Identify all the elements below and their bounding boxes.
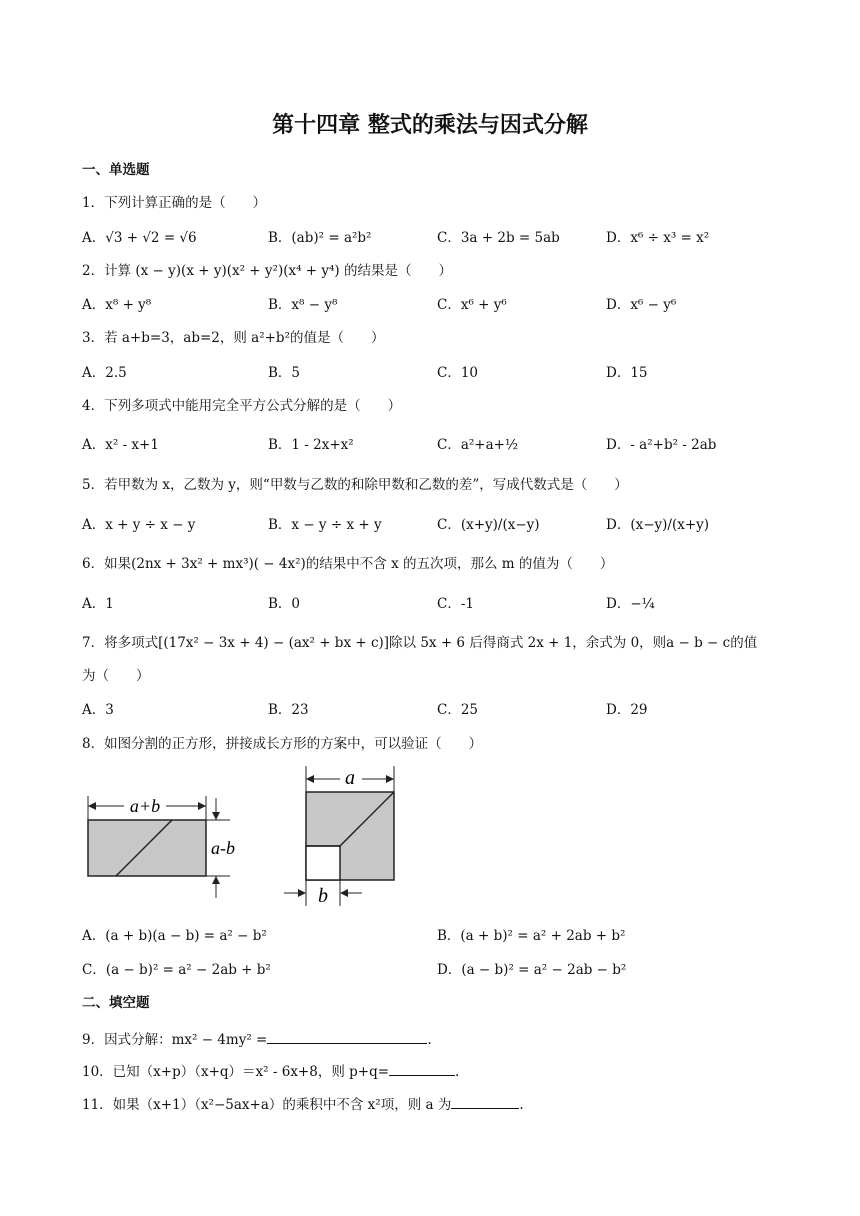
question-3-option-b: B．5 [268,365,301,381]
question-1-option-d: D．x⁶ ÷ x³ = x² [606,230,710,246]
question-2-option-c: C．x⁶ + y⁶ [437,297,507,313]
question-6-option-a: A．1 [82,596,114,612]
question-10-blank[interactable] [389,1061,455,1076]
left-top-label: a+b [129,796,161,816]
question-11-text: 11．如果（x+1）（x²−5ax+a）的乘积中不含 x²项，则 a 为 [82,1097,452,1113]
question-5-stem: 5．若甲数为 x，乙数为 y，则“甲数与乙数的和除甲数和乙数的差”，写成代数式是（ ） [82,477,628,493]
question-10 [82,1060,459,1080]
question-3-option-d: D．15 [606,365,648,381]
question-9-text: 9．因式分解：mx² − 4my² = [82,1032,268,1048]
question-7-option-b: B．23 [268,702,309,718]
small-square [306,846,340,880]
right-bottom-label: b [318,885,328,907]
left-rectangle [88,820,206,876]
question-2-option-a: A．x⁸ + y⁸ [82,297,152,313]
question-11-end: . [519,1097,524,1113]
question-8-option-b: B．(a + b)² = a² + 2ab + b² [437,928,626,944]
question-6-option-b: B．0 [268,596,301,612]
question-3-option-c: C．10 [437,365,479,381]
question-3-stem: 3．若 a+b=3，ab=2，则 a²+b²的值是（ ） [82,330,385,346]
left-side-label: a-b [211,838,235,858]
question-4-option-b: B．1 - 2x+x² [268,437,354,453]
question-9-blank[interactable] [267,1029,427,1044]
question-2-option-d: D．x⁶ − y⁶ [606,297,677,313]
question-4-stem: 4．下列多项式中能用完全平方公式分解的是（ ） [82,398,402,414]
question-7-option-d: D．29 [606,702,648,718]
question-11-blank[interactable] [451,1094,519,1109]
question-6-option-d: D．−¼ [606,596,655,612]
question-10-end: . [455,1064,460,1080]
question-1-stem: 1．下列计算正确的是（ ） [82,195,267,211]
question-8-option-c: C．(a − b)² = a² − 2ab + b² [82,962,271,978]
question-8-option-d: D．(a − b)² = a² − 2ab − b² [437,962,627,978]
question-10-text: 10．已知（x+p）（x+q）＝x² - 6x+8，则 p+q= [82,1064,390,1080]
question-6-option-c: C．-1 [437,596,474,612]
question-9-end: . [427,1032,432,1048]
question-8-figure [80,762,410,910]
right-top-label: a [345,767,355,789]
question-5-option-b: B．x − y ÷ x + y [268,517,382,533]
question-3-option-a: A．2.5 [82,365,127,381]
section-heading-single-choice: 一、单选题 [82,162,150,178]
question-5-option-c: C．(x+y)/(x−y) [437,517,540,533]
question-7-stem: 7．将多项式[(17x² − 3x + 4) − (ax² + bx + c)]除以 5x + 6 后得商式 2x + 1，余式为 0，则a − b − c的值 [82,635,758,651]
question-2-stem: 2．计算 (x − y)(x + y)(x² + y²)(x⁴ + y⁴) 的结果是（ ） [82,263,452,279]
page-title: 第十四章 整式的乘法与因式分解 [272,113,588,138]
question-4-option-c: C．a²+a+½ [437,437,519,453]
question-7-stem-continued: 为（ ） [82,668,150,684]
question-4-option-a: A．x² - x+1 [82,437,159,453]
question-5-option-d: D．(x−y)/(x+y) [606,517,710,533]
question-4-option-d: D．- a²+b² - 2ab [606,437,717,453]
question-2-option-b: B．x⁸ − y⁸ [268,297,338,313]
question-9 [82,1028,432,1048]
question-6-stem: 6．如果(2nx + 3x² + mx³)( − 4x²)的结果中不含 x 的五次项，那么 m 的值为（ ） [82,556,614,572]
question-8-stem: 8．如图分割的正方形，拼接成长方形的方案中，可以验证（ ） [82,736,483,752]
question-1-option-a: A．√3 + √2 = √6 [82,230,197,246]
question-1-option-b: B．(ab)² = a²b² [268,230,372,246]
question-7-option-a: A．3 [82,702,114,718]
question-8-option-a: A．(a + b)(a − b) = a² − b² [82,928,267,944]
question-5-option-a: A．x + y ÷ x − y [82,517,196,533]
question-11 [82,1093,524,1113]
question-1-option-c: C．3a + 2b = 5ab [437,230,560,246]
section-heading-fill-blank: 二、填空题 [82,995,150,1011]
question-7-option-c: C．25 [437,702,479,718]
